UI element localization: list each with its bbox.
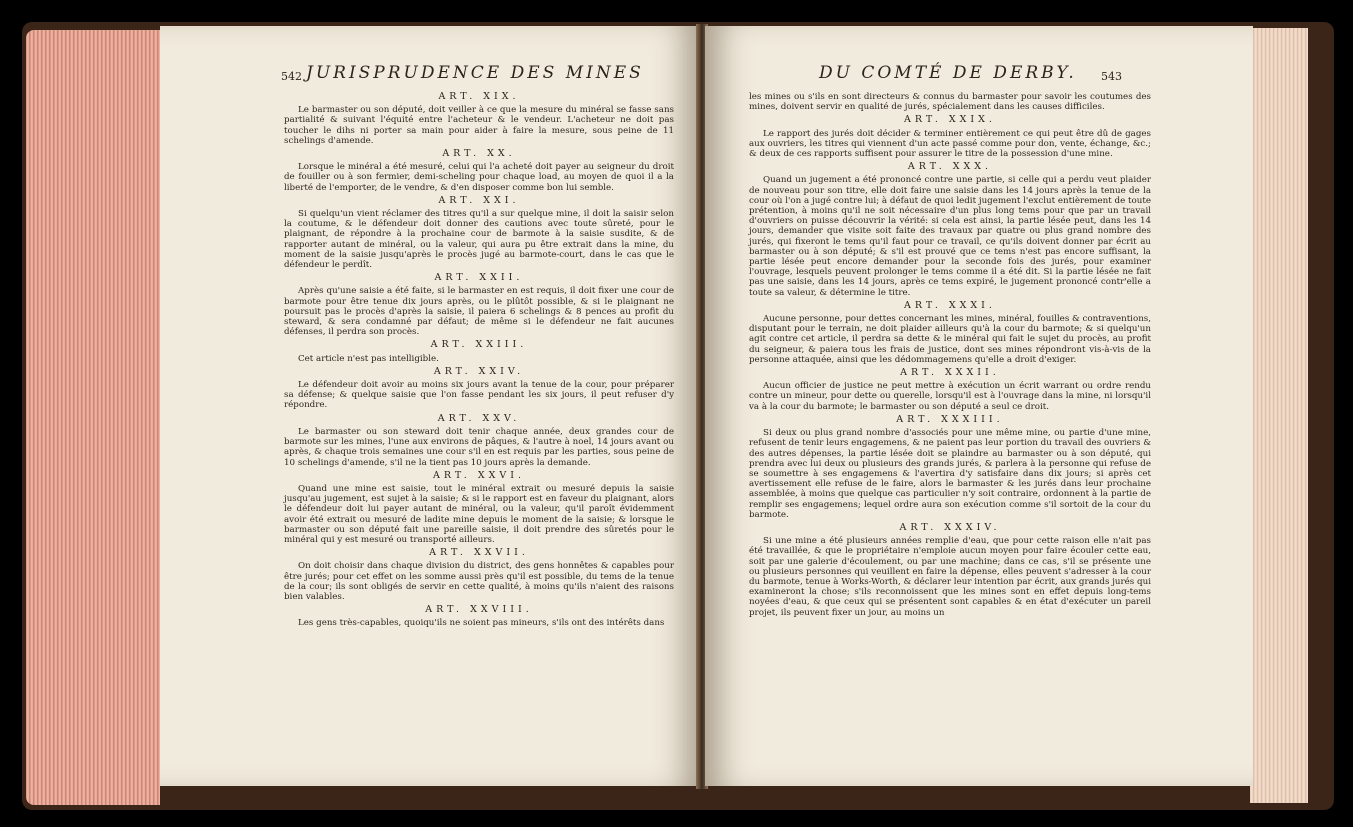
article-text: Cet article n'est pas intelligible. bbox=[298, 353, 439, 364]
article-heading: ART. XXI. bbox=[438, 194, 520, 206]
left-page-number: 542 bbox=[281, 70, 302, 83]
right-running-title: DU COMTÉ DE DERBY. bbox=[819, 63, 1077, 83]
article-heading: ART. XXIV. bbox=[433, 365, 525, 377]
article-heading: ART. XXVI. bbox=[433, 469, 525, 481]
article-heading: ART. XXXIII. bbox=[896, 413, 1004, 425]
article-text: Le barmaster ou son député, doit veiller à ce que la mesure du minéral se fasse sans partialité & suivant l'équité entre l'acheteur & le vendeur. L'acheteur ne doit pas toucher le dihs ni porter sa main pour aider à faire la mesure, sous peine de 11 schelings d'amende. bbox=[284, 105, 674, 146]
left-page-text bbox=[281, 63, 674, 632]
article-text: Le défendeur doit avoir au moins six jours avant la tenue de la cour, pour préparer sa défense; & quelque saisie que l'on fasse pendant les six jours, il peut refuser d'y répondre. bbox=[284, 380, 674, 411]
page-edges-right bbox=[1250, 28, 1308, 803]
article-heading: ART. XXIX. bbox=[904, 114, 996, 126]
article-text: Quand un jugement a été prononcé contre une partie, si celle qui a perdu veut plaider de nouveau pour son titre, elle doit faire une saisie dans les 14 jours après la tenue de la cour où l'on a jugé contre lui; à défaut de quoi ledit jugement l'exclut entièrement de toute prétention, à moins qu'il ne soit nécessaire d'un plus long tems pour que par un travail d'ouvriers on puisse découvrir la vérité: si cela est ainsi, la partie lésée peut, dans les 14 jours, demander que visite soit faite des travaux par quatre ou plus grand nombre des jurés, qui fixeront le tems qu'il faut pour ce travail, ce qu'ils doivent donner par écrit au barmaster ou à son député; & s'il est prouvé que ce tems n'est pas encore suffisant, la partie lésée peut encore demander pour la seconde fois des jurés, pour examiner l'ouvrage, lesquels peuvent prolonger le tems comme il a été dit. Si la partie lésée ne fait pas une saisie, dans les 14 jours, après ce tems expiré, le jugement prononcé contr'elle a toute sa valeur, & détermine le titre. bbox=[749, 175, 1151, 298]
article-heading: ART. XX. bbox=[442, 148, 516, 160]
article-heading: ART. XXII. bbox=[434, 272, 524, 284]
right-running-head bbox=[749, 63, 1151, 90]
right-page-text bbox=[749, 63, 1152, 621]
article-text: Le barmaster ou son steward doit tenir chaque année, deux grandes cour de barmote sur les mines, l'une aux environs de pâques, & l'autre à noel, 14 jours avant ou après, & chaque trois semaines une cour s'il en est requis par les parties, sous peine de 10 schelings d'amende, s'il ne la tient pas 10 jours après la demande. bbox=[284, 426, 674, 468]
article-text: Si deux ou plus grand nombre d'associés pour une même mine, ou partie d'une mine, refusent de tenir leurs engagemens, & ne paient pas leur portion du travail des ouvriers & des autres dépenses, la partie lésée doit se plaindre au barmaster ou à son député, qui prendra avec lui deux ou plusieurs des grands jurés, & parlera à la personne qui refuse de se soumettre à ses engagemens & l'avertira d'y satisfaire dans dix jours; si après cet avertissement elle refuse de le faire, alors le barmaster & les jurés dans leur prochaine assemblée, à moins que quelque cas particulier n'y soit contraire, ordonnent à la partie de remplir ses engagemens; lequel ordre aura son exécution comme s'il sortoit de la cour du barmote. bbox=[749, 428, 1151, 520]
article-heading: ART. XIX. bbox=[438, 91, 520, 102]
article-text: Aucun officier de justice ne peut mettre à exécution un écrit warrant ou ordre rendu contre un mineur, pour dette ou querelle, lorsqu'il est à l'ouvrage dans la mine, ni lorsqu'il va à la cour du barmote; le barmaster ou son député a seul ce droit. bbox=[749, 381, 1151, 412]
continued-text: les mines ou s'ils en sont directeurs & connus du barmaster pour savoir les coutumes des mines, doivent servir en qualité de jurés, spécialement dans les causes difficiles. bbox=[749, 92, 1151, 113]
article-text: Aucune personne, pour dettes concernant les mines, minéral, fouilles & contraventions, disputant pour le terrain, ne doit plaider ailleurs qu'à la cour du barmote; & si quelqu'un agit contre cet article, il perdra sa dette & le minéral qui fait le sujet du procès, au profit du seigneur, & paiera tous les frais de justice, dont ses mines répondront vis-à-vis de la personne attaquée, ainsi que les dédommagemens qu'elle a droit d'exiger. bbox=[749, 314, 1152, 365]
left-page bbox=[160, 26, 700, 786]
article-text: Après qu'une saisie a été faite, si le barmaster en est requis, il doit fixer une cour de barmote pour être tenue dix jours après, ou le plûtôt possible, & si le plaignant ne poursuit pas le procès d'après la saisie, il paiera 6 schelings & 8 pences au profit du steward, & sera condamné par défaut; de même si le défendeur ne fait aucunes défenses, il perdra son procès. bbox=[284, 286, 674, 338]
page-edges-left bbox=[26, 30, 160, 805]
article-text: Quand une mine est saisie, tout le minéral extrait ou mesuré depuis la saisie jusqu'au jugement, est sujet à la saisie; & si le rapport est en faveur du plaignant, alors le défendeur doit lui payer autant de minéral, ou la valeur, qu'il paroît évidemment avoir été extrait ou mesuré de ladite mine depuis le moment de la saisie; & lorsque le barmaster ou son député fait une pareille saisie, il doit prendre des sûretés pour le minéral qui y est mesuré ou transporté ailleurs. bbox=[284, 483, 674, 545]
article-heading: ART. XXXII. bbox=[900, 367, 1000, 379]
article-heading: ART. XXV. bbox=[437, 412, 521, 424]
article-heading: ART. XXXIV. bbox=[899, 521, 1001, 533]
left-running-head bbox=[281, 63, 674, 90]
right-page-number: 543 bbox=[1101, 70, 1122, 83]
article-text: On doit choisir dans chaque division du district, des gens honnêtes & capables pour être jurés; pour cet effet on les somme aussi près qu'il est possible, du tems de la tenue de la cour; ils sont obligés de servir en cette qualité, à moins qu'ils n'aient des raisons bien valables. bbox=[284, 561, 674, 602]
article-heading: ART. XXXI. bbox=[904, 299, 996, 311]
right-page bbox=[705, 26, 1253, 786]
article-text: Si une mine a été plusieurs années remplie d'eau, que pour cette raison elle n'ait pas été travaillée, & que le propriétaire n'emploie aucun moyen pour faire écouler cette eau, soit par une galerie d'écoulement, ou par une machine; dans ce cas, s'il se présente une ou plusieurs personnes qui veuillent en faire la dépense, elles peuvent s'adresser à la cour du barmote, tenue à Works-Worth, & déclarer leur intention par écrit, aux grands jurés qui examineront la chose; s'ils reconnoissent que les mines sont en effet depuis long-tems noyées d'eau, & que ceux qui se présentent sont capables & en état d'exécuter un pareil projet, ils peuvent fixer un jour, au moins un bbox=[749, 536, 1151, 618]
article-heading: ART. XXVIII. bbox=[425, 604, 533, 616]
article-text: Le rapport des jurés doit décider & terminer entièrement ce qui peut être dû de gages aux ouvriers, les titres qui viennent d'un acte passé comme pour don, vente, échange, &c.; & deux de ces rapports suffisent pour assurer le titre de la possession d'une mine. bbox=[749, 128, 1151, 160]
article-heading: ART. XXX. bbox=[907, 161, 993, 173]
article-heading: ART. XXIII. bbox=[430, 339, 528, 351]
article-text: Si quelqu'un vient réclamer des titres qu'il a sur quelque mine, il doit la saisir selon la coutume, & le défendeur doit donner des cautions avec toute sûreté, pour le plaignant, de répondre à la prochaine cour de barmote à la saisie susdite, & de rapporter autant de minéral, ou la valeur, qui aura pu être extrait dans la mine, du moment de la saisie jusqu'après le procès jugé au barmote-court, dans le cas que le défendeur le perdît. bbox=[284, 209, 674, 271]
article-text: Les gens très-capables, quoiqu'ils ne soient pas mineurs, s'ils ont des intérêts dans bbox=[298, 618, 665, 629]
article-text: Lorsque le minéral a été mesuré, celui qui l'a acheté doit payer au seigneur du droit de fouiller ou à son fermier, demi-scheling pour chaque load, au moyen de quoi il a la liberté de l'emporter, de le vendre, & d'en disposer comme bon lui semble. bbox=[284, 162, 674, 193]
article-heading: ART. XXVII. bbox=[429, 547, 529, 559]
left-running-title: JURISPRUDENCE DES MINES bbox=[306, 63, 644, 83]
